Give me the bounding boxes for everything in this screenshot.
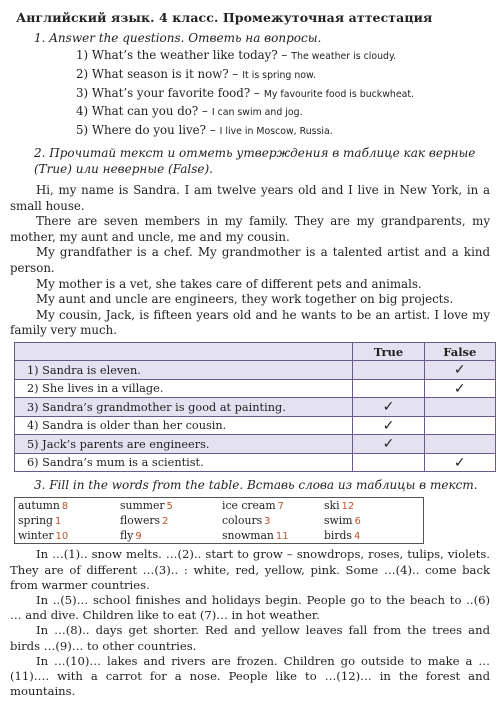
word: fly	[120, 529, 134, 543]
true-cell[interactable]	[353, 398, 424, 417]
word-number: 10	[55, 531, 69, 543]
statement-cell: 3) Sandra’s grandmother is good at painting.	[15, 398, 353, 417]
text-paragraph: In …(10)… lakes and rivers are frozen. Children go outside to make a …(11)…. with a carrot for a nose. People like to …(12)… in the forest and mountains.	[10, 653, 490, 699]
word: snowman	[222, 529, 274, 543]
word: summer	[120, 499, 165, 513]
word-cell	[321, 498, 424, 514]
word-cell	[219, 528, 321, 544]
page-title: Английский язык. 4 класс. Промежуточная аттестация	[16, 10, 433, 25]
check-mark: ✓	[453, 380, 466, 397]
table-row	[15, 398, 496, 417]
word: birds	[324, 529, 352, 543]
word-cell	[15, 528, 118, 544]
word-number: 2	[162, 516, 169, 528]
check-mark: ✓	[453, 454, 466, 471]
word-number: 1	[54, 516, 62, 528]
check-mark: ✓	[453, 362, 466, 379]
task1-title: 1. Answer the questions. Ответь на вопросы.	[34, 31, 322, 45]
word-cell	[15, 513, 118, 528]
false-cell[interactable]	[424, 416, 495, 435]
true-cell[interactable]	[353, 416, 424, 435]
task2-title: 2. Прочитай текст и отметь утверждения в таблице как верные (True) или неверные (False).	[34, 145, 476, 176]
text-paragraph: There are seven members in my family. They are my grandparents, my mother, my aunt and uncle, me and my cousin.	[10, 214, 490, 244]
true-cell[interactable]	[353, 379, 424, 398]
word: autumn	[18, 499, 60, 513]
word: ice cream	[222, 499, 276, 513]
word-number: 7	[277, 501, 284, 513]
text-paragraph: My grandfather is a chef. My grandmother is a talented artist and a kind person.	[10, 245, 490, 275]
false-cell[interactable]	[424, 379, 495, 398]
true-cell[interactable]	[353, 435, 424, 454]
header-false: False	[424, 342, 495, 361]
word-cell	[117, 498, 219, 514]
word: colours	[222, 514, 263, 528]
table-row	[15, 361, 496, 380]
word-number: 11	[275, 531, 289, 543]
question-text: 5) Where do you live? –	[76, 123, 216, 138]
false-cell[interactable]	[424, 398, 495, 417]
word-bank-table	[14, 497, 424, 544]
check-mark: ✓	[382, 417, 395, 434]
word: ski	[324, 499, 340, 513]
word-cell	[117, 513, 219, 528]
header-blank-cell	[15, 342, 353, 361]
text-paragraph: In ..(5)… school finishes and holidays begin. People go to the beach to ..(6) … and dive. Children like to eat (7)… in hot weather.	[10, 593, 490, 623]
question-5	[76, 122, 490, 141]
answer-text: The weather is cloudy.	[291, 51, 397, 62]
text-paragraph: In …(1).. snow melts. …(2).. start to grow – snowdrops, roses, tulips, violets. They are of different …(3).. : white, red, yellow, pink. Some …(4).. come back from warmer countries.	[10, 547, 490, 592]
statement-cell: 1) Sandra is eleven.	[15, 361, 353, 380]
word-cell	[219, 513, 321, 528]
word-row	[15, 528, 424, 544]
text-paragraph: Hi, my name is Sandra. I am twelve years old and I live in New York, in a small house.	[10, 182, 490, 213]
answer-text: It is spring now.	[242, 69, 316, 81]
word-row	[15, 513, 424, 528]
text-paragraph: My cousin, Jack, is fifteen years old and he wants to be an artist. I love my family very much.	[10, 307, 490, 338]
true-cell[interactable]	[353, 361, 424, 380]
true-cell[interactable]	[353, 453, 424, 472]
question-3	[76, 85, 490, 104]
question-1	[76, 47, 490, 66]
word-number: 8	[61, 501, 69, 513]
question-4	[76, 103, 490, 122]
table-header-row	[15, 342, 496, 361]
text-paragraph: My aunt and uncle are engineers, they work together on big projects.	[36, 292, 454, 307]
statement-cell: 6) Sandra’s mum is a scientist.	[15, 453, 353, 472]
question-2	[76, 66, 490, 85]
table-row	[15, 435, 496, 454]
answer-text: My favourite food is buckwheat.	[263, 88, 415, 100]
false-cell[interactable]	[424, 435, 495, 454]
true-false-table	[14, 342, 496, 473]
word-number: 5	[166, 501, 173, 513]
table-row	[15, 453, 496, 472]
text-paragraph: My mother is a vet, she takes care of different pets and animals.	[36, 276, 422, 291]
word: flowers	[120, 514, 161, 528]
word-cell	[15, 498, 118, 514]
answer-text: I live in Moscow, Russia.	[219, 126, 333, 138]
word: winter	[18, 529, 54, 543]
word-cell	[321, 513, 424, 528]
word-number: 4	[353, 531, 361, 543]
question-text: 3) What’s your favorite food? –	[76, 85, 260, 100]
word-number: 6	[354, 516, 361, 528]
header-true: True	[353, 342, 424, 361]
word: spring	[18, 514, 53, 528]
check-mark: ✓	[382, 436, 395, 453]
false-cell[interactable]	[424, 361, 495, 380]
table-row	[15, 416, 496, 435]
word-cell	[321, 528, 424, 544]
word-row	[15, 498, 424, 514]
task3-title: 3. Fill in the words from the table. Вставь слова из таблицы в текст.	[34, 478, 478, 493]
answer-text: I can swim and jog.	[211, 107, 303, 119]
word-cell	[219, 498, 321, 514]
word-number: 12	[341, 501, 355, 513]
table-row	[15, 379, 496, 398]
word-number: 9	[135, 531, 142, 543]
question-text: 1) What’s the weather like today? –	[76, 48, 288, 62]
question-text: 2) What season is it now? –	[76, 66, 239, 81]
task2-text	[10, 183, 490, 339]
task1-questions	[76, 47, 490, 141]
false-cell[interactable]	[424, 453, 495, 472]
task3-text	[10, 547, 490, 699]
word-cell	[117, 528, 219, 544]
statement-cell: 5) Jack’s parents are engineers.	[15, 435, 353, 454]
text-paragraph: In …(8).. days get shorter. Red and yellow leaves fall from the trees and birds …(9)… to other countries.	[10, 623, 490, 653]
statement-cell: 2) She lives in a village.	[15, 379, 353, 398]
question-text: 4) What can you do? –	[76, 104, 208, 119]
word-number: 3	[264, 516, 271, 528]
statement-cell: 4) Sandra is older than her cousin.	[15, 416, 353, 435]
word: swim	[324, 514, 353, 528]
check-mark: ✓	[382, 399, 395, 416]
